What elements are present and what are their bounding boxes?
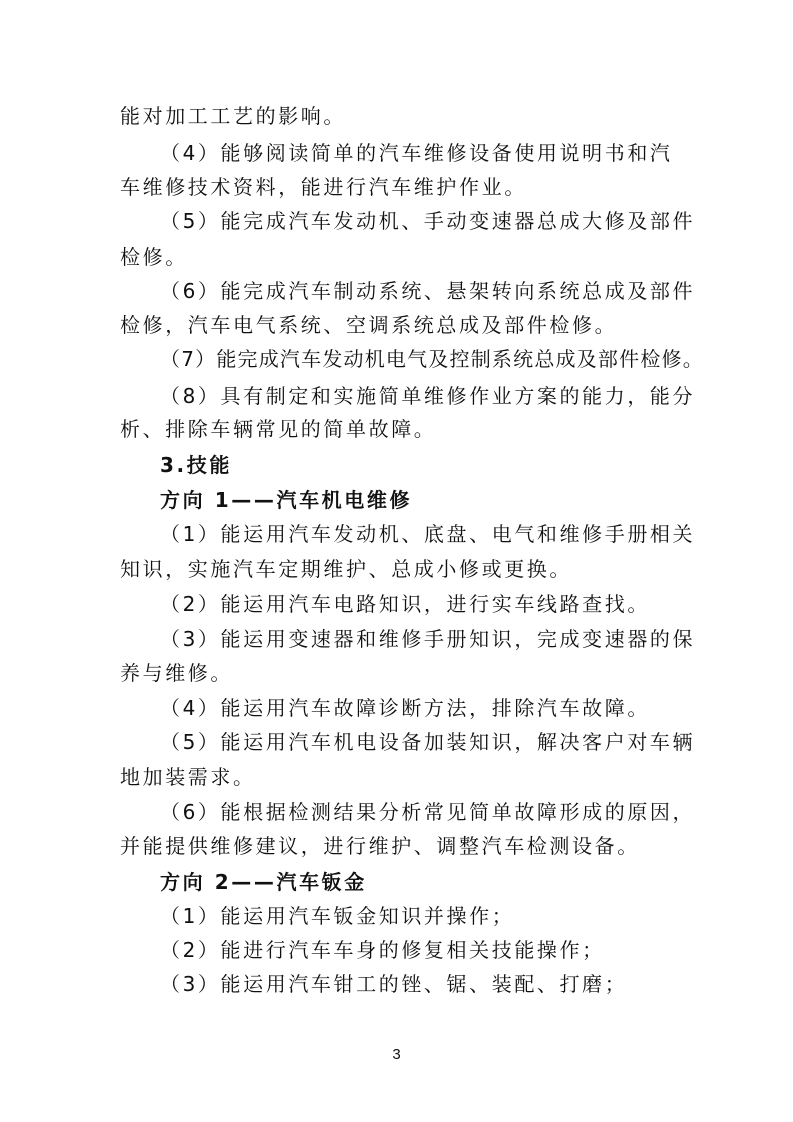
list-item-3: （3）能运用变速器和维修手册知识，完成变速器的保	[160, 627, 696, 651]
list-item-2: （2）能运用汽车电路知识，进行实车线路查找。	[160, 592, 650, 616]
list-item-8: （8）具有制定和实施简单维修作业方案的能力，能分	[160, 384, 696, 408]
text-line: 知识，实施汽车定期维护、总成小修或更换。	[120, 557, 572, 581]
list-item-6: （6）能完成汽车制动系统、悬架转向系统总成及部件	[160, 279, 696, 303]
section-heading: 3.技能	[160, 453, 232, 477]
text-line: 并能提供维修建议，进行维护、调整汽车检测设备。	[120, 834, 640, 858]
subsection-heading-direction-1: 方向 1——汽车机电维修	[160, 488, 413, 512]
text-line: 能对加工工艺的影响。	[120, 104, 346, 128]
list-item-6: （6）能根据检测结果分析常见简单故障形成的原因，	[160, 800, 696, 824]
text-line: 地加装需求。	[120, 765, 256, 789]
page-number: 3	[392, 1046, 401, 1063]
list-item-3: （3）能运用汽车钳工的锉、锯、装配、打磨；	[160, 972, 628, 996]
list-item-5: （5）能运用汽车机电设备加装知识，解决客户对车辆	[160, 730, 696, 754]
list-item-2: （2）能进行汽车车身的修复相关技能操作；	[160, 938, 605, 962]
list-item-4: （4）能运用汽车故障诊断方法，排除汽车故障。	[160, 696, 650, 720]
list-item-5: （5）能完成汽车发动机、手动变速器总成大修及部件	[160, 209, 696, 233]
list-item-1: （1）能运用汽车钣金知识并操作；	[160, 904, 515, 928]
text-line: 车维修技术资料，能进行汽车维护作业。	[120, 175, 527, 199]
list-item-4: （4）能够阅读简单的汽车维修设备使用说明书和汽	[160, 141, 673, 165]
text-line: 析、排除车辆常见的简单故障。	[120, 417, 437, 441]
list-item-7: （7）能完成汽车发动机电气及控制系统总成及部件检修。	[160, 347, 704, 371]
list-item-1: （1）能运用汽车发动机、底盘、电气和维修手册相关	[160, 522, 696, 546]
text-line: 养与维修。	[120, 661, 233, 685]
text-line: 检修。	[120, 245, 188, 269]
text-line: 检修，汽车电气系统、空调系统总成及部件检修。	[120, 313, 618, 337]
subsection-heading-direction-2: 方向 2——汽车钣金	[160, 870, 367, 894]
